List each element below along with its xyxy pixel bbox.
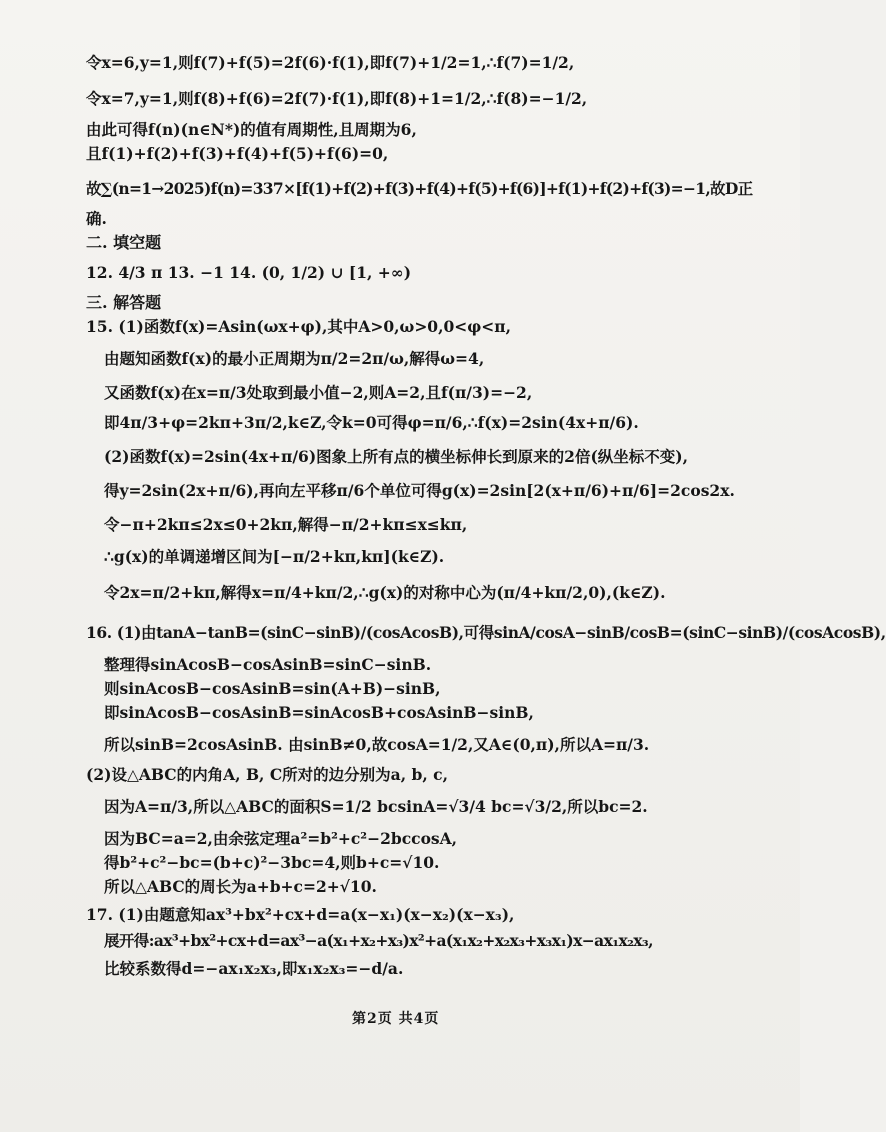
line-conclusion: 确. (86, 209, 107, 228)
fill-blank-answers: 12. 4/3 π 13. −1 14. (0, 1/2) ∪ [1, +∞) (86, 263, 412, 282)
q16-angle-a: 所以sinB=2cosAsinB. 由sinB≠0,故cosA=1/2,又A∈(0,π),所以A=π/3. (104, 735, 650, 754)
line-periodicity: 由此可得f(n)(n∈N*)的值有周期性,且周期为6, (86, 120, 417, 139)
q16-part2-intro: (2)设△ABC的内角A, B, C所对的边分别为a, b, c, (86, 765, 448, 784)
line-summation: 故∑(n=1→2025)f(n)=337×[f(1)+f(2)+f(3)+f(4)+f(5)+f(6)]+f(1)+f(2)+f(3)=−1,故D正 (86, 179, 753, 198)
q16-perimeter: 所以△ABC的周长为a+b+c=2+√10. (104, 877, 377, 896)
q16-sum-bc: 得b²+c²−bc=(b+c)²−3bc=4,则b+c=√10. (104, 853, 440, 872)
line-f8: 令x=7,y=1,则f(8)+f(6)=2f(7)·f(1),即f(8)+1=1/2,∴f(8)=−1/2, (86, 89, 588, 108)
q17-compare: 比较系数得d=−ax₁x₂x₃,即x₁x₂x₃=−d/a. (104, 959, 404, 978)
q16-substitute: 则sinAcosB−cosAsinB=sin(A+B)−sinB, (104, 679, 441, 698)
line-f7: 令x=6,y=1,则f(7)+f(5)=2f(6)·f(1),即f(7)+1/2=1,∴f(7)=1/2, (86, 53, 575, 72)
section-heading-fill-blank: 二. 填空题 (86, 233, 162, 252)
q17-part1-intro: 17. (1)由题意知ax³+bx²+cx+d=a(x−x₁)(x−x₂)(x−x₃), (86, 905, 515, 924)
q16-expand: 即sinAcosB−cosAsinB=sinAcosB+cosAsinB−sinB, (104, 703, 534, 722)
q15-inequality: 令−π+2kπ≤2x≤0+2kπ,解得−π/2+kπ≤x≤kπ, (104, 515, 468, 534)
q15-minimum: 又函数f(x)在x=π/3处取到最小值−2,则A=2,且f(π/3)=−2, (104, 383, 533, 402)
q15-increasing: ∴g(x)的单调递增区间为[−π/2+kπ,kπ](k∈Z). (104, 547, 445, 566)
q17-expand: 展开得:ax³+bx²+cx+d=ax³−a(x₁+x₂+x₃)x²+a(x₁x₂+x₂x₃+x₃x₁)x−ax₁x₂x₃, (104, 931, 653, 950)
q15-period: 由题知函数f(x)的最小正周期为π/2=2π/ω,解得ω=4, (104, 349, 485, 368)
page-footer: 第2页 共4页 (352, 1011, 440, 1027)
line-period-sum: 且f(1)+f(2)+f(3)+f(4)+f(5)+f(6)=0, (86, 144, 389, 163)
q15-shift: 得y=2sin(2x+π/6),再向左平移π/6个单位可得g(x)=2sin[2(x+π/6)+π/6]=2cos2x. (104, 481, 735, 500)
q15-part2-intro: (2)函数f(x)=2sin(4x+π/6)图象上所有点的横坐标伸长到原来的2倍(纵坐标不变), (104, 447, 689, 466)
q15-part1-intro: 15. (1)函数f(x)=Asin(ωx+φ),其中A>0,ω>0,0<φ<π, (86, 317, 512, 336)
q16-cosine-law: 因为BC=a=2,由余弦定理a²=b²+c²−2bccosA, (104, 829, 458, 848)
section-heading-solutions: 三. 解答题 (86, 293, 162, 312)
q15-symmetry: 令2x=π/2+kπ,解得x=π/4+kπ/2,∴g(x)的对称中心为(π/4+kπ/2,0),(k∈Z). (104, 583, 666, 602)
q16-area: 因为A=π/3,所以△ABC的面积S=1/2 bcsinA=√3/4 bc=√3/2,所以bc=2. (104, 797, 648, 816)
q16-part1-intro: 16. (1)由tanA−tanB=(sinC−sinB)/(cosAcosB),可得sinA/cosA−sinB/cosB=(sinC−sinB)/(cosAcosB), (86, 623, 886, 642)
q16-rearrange: 整理得sinAcosB−cosAsinB=sinC−sinB. (104, 655, 432, 674)
q15-phi: 即4π/3+φ=2kπ+3π/2,k∈Z,令k=0可得φ=π/6,∴f(x)=2sin(4x+π/6). (104, 413, 639, 432)
